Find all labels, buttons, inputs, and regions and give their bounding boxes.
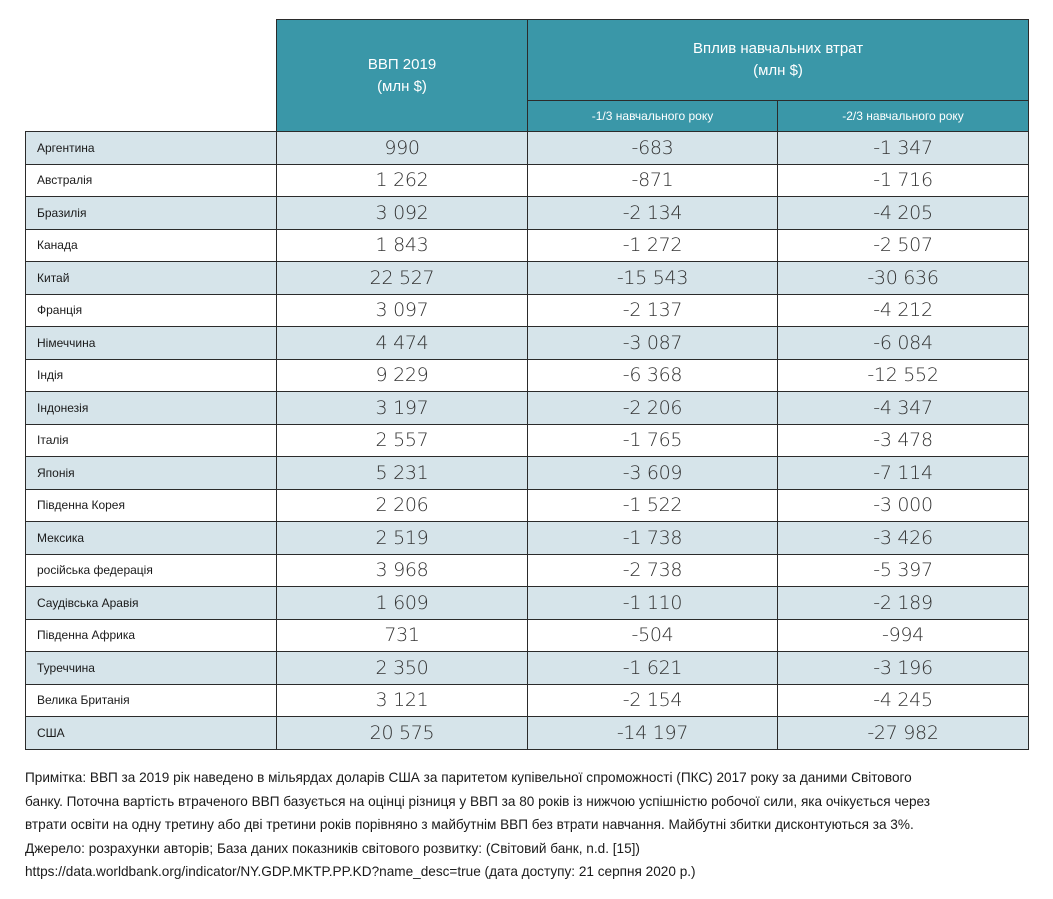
table-row [26,424,1029,457]
cell-country: Саудівська Аравія [26,587,277,620]
gdp-loss-table [25,19,1029,750]
cell-loss-one-third: -1 738 [528,522,778,555]
cell-loss-two-thirds: -5 397 [778,554,1029,587]
note-line-3: втрати освіти на одну третину або дві третини років порівняно з майбутнім ВВП без втрати навчання. Майбутні збитки дисконтуються за 3%. [25,817,914,832]
cell-loss-two-thirds: -4 347 [778,392,1029,425]
table-row [26,554,1029,587]
cell-loss-two-thirds: -3 426 [778,522,1029,555]
table-row [26,359,1029,392]
header-gdp-unit: (млн $) [377,77,427,95]
cell-gdp-2019: 3 968 [277,554,528,587]
cell-loss-two-thirds: -7 114 [778,457,1029,490]
cell-loss-two-thirds: -4 245 [778,684,1029,717]
cell-country: Японія [26,457,277,490]
table-row [26,132,1029,165]
cell-country: Мексика [26,522,277,555]
note-line-1: Примітка: ВВП за 2019 рік наведено в мільярдах доларів США за паритетом купівельної спроможності (ПКС) 2017 року за даними Світового [25,770,912,785]
note-source: Джерело: розрахунки авторів; База даних показників світового розвитку: (Світовий банк, n.d. [15]) [25,840,640,856]
table-row [26,619,1029,652]
cell-gdp-2019: 5 231 [277,457,528,490]
cell-loss-two-thirds: -994 [778,619,1029,652]
cell-loss-two-thirds: -2 507 [778,229,1029,262]
cell-loss-two-thirds: -4 212 [778,294,1029,327]
cell-loss-one-third: -2 154 [528,684,778,717]
cell-loss-one-third: -871 [528,164,778,197]
cell-country: Південна Африка [26,619,277,652]
cell-loss-one-third: -6 368 [528,359,778,392]
cell-loss-one-third: -3 609 [528,457,778,490]
cell-gdp-2019: 2 206 [277,489,528,522]
cell-loss-two-thirds: -4 205 [778,197,1029,230]
cell-loss-two-thirds: -1 716 [778,164,1029,197]
cell-loss-one-third: -2 738 [528,554,778,587]
cell-gdp-2019: 1 843 [277,229,528,262]
cell-loss-two-thirds: -1 347 [778,132,1029,165]
cell-country: Канада [26,229,277,262]
table-row [26,587,1029,620]
cell-country: Німеччина [26,327,277,360]
cell-gdp-2019: 3 092 [277,197,528,230]
table-row [26,164,1029,197]
cell-gdp-2019: 731 [277,619,528,652]
table-row [26,684,1029,717]
cell-loss-two-thirds: -3 478 [778,424,1029,457]
cell-gdp-2019: 1 262 [277,164,528,197]
header-impact-title: Вплив навчальних втрат [692,39,864,57]
table-row [26,457,1029,490]
cell-loss-one-third: -14 197 [528,717,778,750]
cell-country: Південна Корея [26,489,277,522]
cell-loss-one-third: -1 272 [528,229,778,262]
cell-country: Бразилія [26,197,277,230]
table-row [26,652,1029,685]
table-row [26,229,1029,262]
header-gdp-2019 [277,20,528,132]
table-row [26,392,1029,425]
table-note [25,766,1035,884]
cell-country: Індонезія [26,392,277,425]
cell-loss-one-third: -2 137 [528,294,778,327]
cell-loss-two-thirds: -12 552 [778,359,1029,392]
cell-loss-one-third: -15 543 [528,262,778,295]
cell-gdp-2019: 1 609 [277,587,528,620]
cell-gdp-2019: 4 474 [277,327,528,360]
cell-loss-one-third: -2 134 [528,197,778,230]
cell-country: Велика Британія [26,684,277,717]
cell-country: Франція [26,294,277,327]
cell-gdp-2019: 9 229 [277,359,528,392]
cell-country: Аргентина [26,132,277,165]
cell-loss-one-third: -504 [528,619,778,652]
cell-gdp-2019: 3 121 [277,684,528,717]
cell-loss-one-third: -1 110 [528,587,778,620]
table-row [26,489,1029,522]
table-row [26,717,1029,750]
table-body [26,132,1029,750]
cell-loss-one-third: -2 206 [528,392,778,425]
header-one-third-year: -1/3 навчального року [528,100,778,131]
cell-gdp-2019: 3 197 [277,392,528,425]
cell-gdp-2019: 2 350 [277,652,528,685]
cell-gdp-2019: 2 557 [277,424,528,457]
table-row [26,294,1029,327]
table-row [26,262,1029,295]
cell-gdp-2019: 20 575 [277,717,528,750]
table-row [26,197,1029,230]
cell-loss-one-third: -683 [528,132,778,165]
cell-loss-one-third: -1 765 [528,424,778,457]
header-corner-empty [26,20,277,132]
cell-country: США [26,717,277,750]
table-row [26,522,1029,555]
cell-loss-two-thirds: -3 196 [778,652,1029,685]
header-two-thirds-year: -2/3 навчального року [778,100,1029,131]
cell-gdp-2019: 990 [277,132,528,165]
cell-gdp-2019: 2 519 [277,522,528,555]
header-learning-loss-impact [528,20,1029,101]
cell-loss-two-thirds: -3 000 [778,489,1029,522]
header-impact-unit: (млн $) [753,61,803,79]
cell-loss-one-third: -1 522 [528,489,778,522]
cell-gdp-2019: 3 097 [277,294,528,327]
note-source-url: https://data.worldbank.org/indicator/NY.GDP.MKTP.PP.KD?name_desc=true (дата доступу: 21 серпня 2020 р.) [25,864,696,879]
cell-country: Італія [26,424,277,457]
table-row [26,327,1029,360]
cell-country: Австралія [26,164,277,197]
cell-country: Індія [26,359,277,392]
cell-loss-two-thirds: -6 084 [778,327,1029,360]
cell-loss-two-thirds: -30 636 [778,262,1029,295]
header-gdp-title: ВВП 2019 [367,55,437,73]
note-line-2: банку. Поточна вартість втраченого ВВП базується на оцінці різниця у ВВП за 80 років із нижчою успішністю робочої сили, яка очікується через [25,793,931,809]
cell-gdp-2019: 22 527 [277,262,528,295]
cell-loss-two-thirds: -27 982 [778,717,1029,750]
cell-country: Туреччина [26,652,277,685]
cell-loss-one-third: -1 621 [528,652,778,685]
cell-loss-one-third: -3 087 [528,327,778,360]
cell-country: Китай [26,262,277,295]
cell-loss-two-thirds: -2 189 [778,587,1029,620]
cell-country: російська федерація [26,554,277,587]
